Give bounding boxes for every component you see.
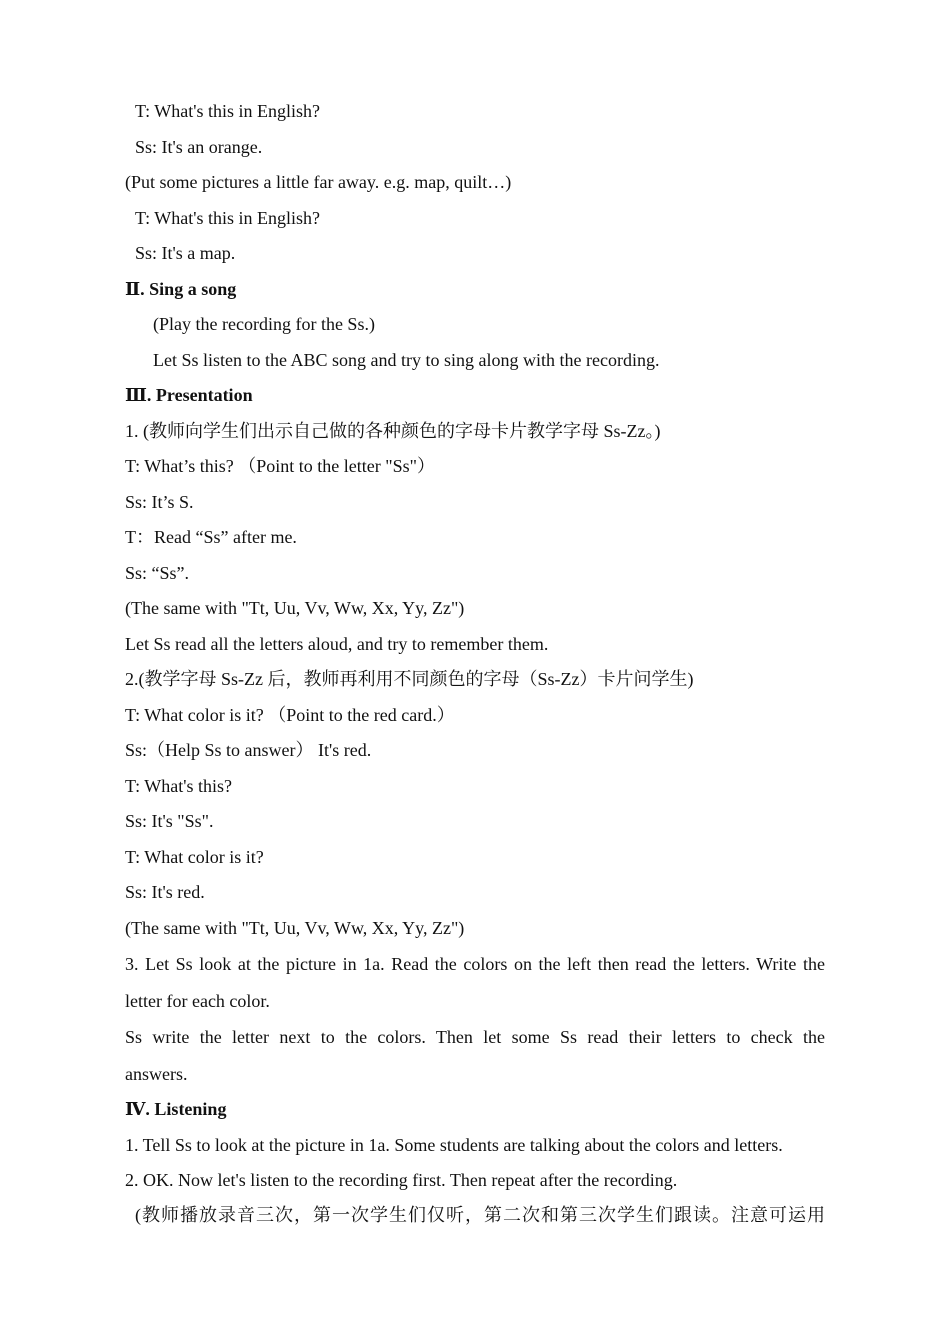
section-heading-listening: Ⅳ. Listening	[125, 1099, 227, 1119]
section-heading-sing-a-song: Ⅱ. Sing a song	[125, 279, 237, 299]
dialogue-line: T: What's this in English?	[135, 101, 321, 121]
dialogue-line: T: What color is it?	[125, 847, 264, 867]
dialogue-line: T: What's this in English?	[135, 208, 321, 228]
instruction-note: (Put some pictures a little far away. e.g. map, quilt…)	[125, 172, 512, 192]
instruction-line: Let Ss read all the letters aloud, and try to remember them.	[125, 634, 549, 654]
dialogue-line: Ss: It’s S.	[125, 492, 194, 512]
dialogue-line: Ss: It's red.	[125, 882, 205, 902]
dialogue-line: Ss:（Help Ss to answer） It's red.	[125, 740, 372, 760]
dialogue-line: Ss: “Ss”.	[125, 563, 190, 583]
step-line: 3. Let Ss look at the picture in 1a. Read the colors on the left then read the letters. Write the	[125, 954, 825, 974]
instruction-note: (教师播放录音三次，第一次学生们仅听，第二次和第三次学生们跟读。注意可运用	[135, 1205, 825, 1225]
instruction-line-continued: answers.	[125, 1064, 188, 1084]
step-line: 1. Tell Ss to look at the picture in 1a. Some students are talking about the colors and letters.	[125, 1135, 783, 1155]
section-heading-presentation: Ⅲ. Presentation	[125, 385, 253, 405]
instruction-note: (The same with "Tt, Uu, Vv, Ww, Xx, Yy, Zz")	[125, 598, 465, 618]
step-line: 1. (教师向学生们出示自己做的各种颜色的字母卡片教学字母 Ss-Zz。)	[125, 421, 661, 441]
dialogue-line: T: What’s this? （Point to the letter "Ss"）	[125, 456, 435, 476]
step-line: 2. OK. Now let's listen to the recording first. Then repeat after the recording.	[125, 1170, 678, 1190]
dialogue-line: T：Read “Ss” after me.	[125, 527, 297, 547]
instruction-line: Ss write the letter next to the colors. Then let some Ss read their letters to check the	[125, 1027, 825, 1047]
dialogue-line: Ss: It's "Ss".	[125, 811, 214, 831]
instruction-line: Let Ss listen to the ABC song and try to sing along with the recording.	[153, 350, 660, 370]
dialogue-line: T: What color is it? （Point to the red card.）	[125, 705, 455, 725]
instruction-note: (The same with "Tt, Uu, Vv, Ww, Xx, Yy, Zz")	[125, 918, 465, 938]
instruction-note: (Play the recording for the Ss.)	[153, 314, 375, 334]
step-line: 2.(教学字母 Ss-Zz 后，教师再利用不同颜色的字母（Ss-Zz）卡片问学生)	[125, 669, 694, 689]
step-line-continued: letter for each color.	[125, 991, 270, 1011]
dialogue-line: Ss: It's an orange.	[135, 137, 263, 157]
dialogue-line: Ss: It's a map.	[135, 243, 236, 263]
dialogue-line: T: What's this?	[125, 776, 232, 796]
